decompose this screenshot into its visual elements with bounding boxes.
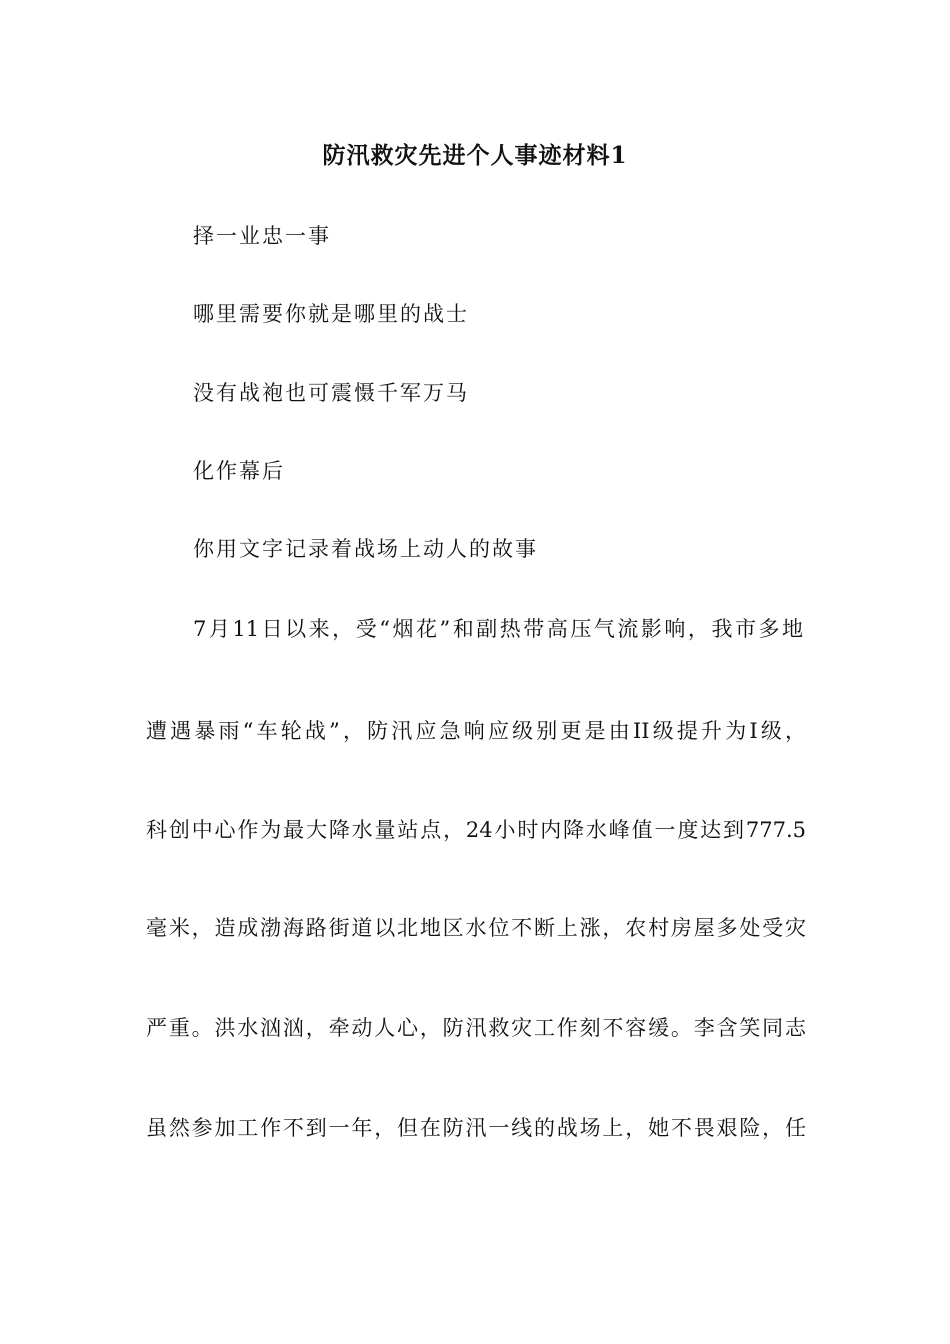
body-line-5: 严重。洪水汹汹，牵动人心，防汛救灾工作刻不容缓。李含笑同志	[146, 1016, 806, 1040]
verse-line-1: 择一业忠一事	[193, 224, 331, 248]
body-line-1: 7月11日以来，受“烟花”和副热带高压气流影响，我市多地	[193, 617, 803, 641]
body-line-2: 遭遇暴雨“车轮战”，防汛应急响应级别更是由II级提升为I级，	[146, 719, 806, 743]
body-line-3: 科创中心作为最大降水量站点，24小时内降水峰值一度达到777.5	[146, 818, 806, 842]
body-line-6: 虽然参加工作不到一年，但在防汛一线的战场上，她不畏艰险，任	[146, 1116, 806, 1140]
verse-line-2: 哪里需要你就是哪里的战士	[193, 302, 469, 326]
verse-line-3: 没有战袍也可震慑千军万马	[193, 381, 469, 405]
body-line-4: 毫米，造成渤海路街道以北地区水位不断上涨，农村房屋多处受灾	[146, 916, 806, 940]
verse-line-4: 化作幕后	[193, 459, 285, 483]
verse-line-5: 你用文字记录着战场上动人的故事	[193, 537, 538, 561]
document-title: 防汛救灾先进个人事迹材料1	[322, 142, 628, 169]
